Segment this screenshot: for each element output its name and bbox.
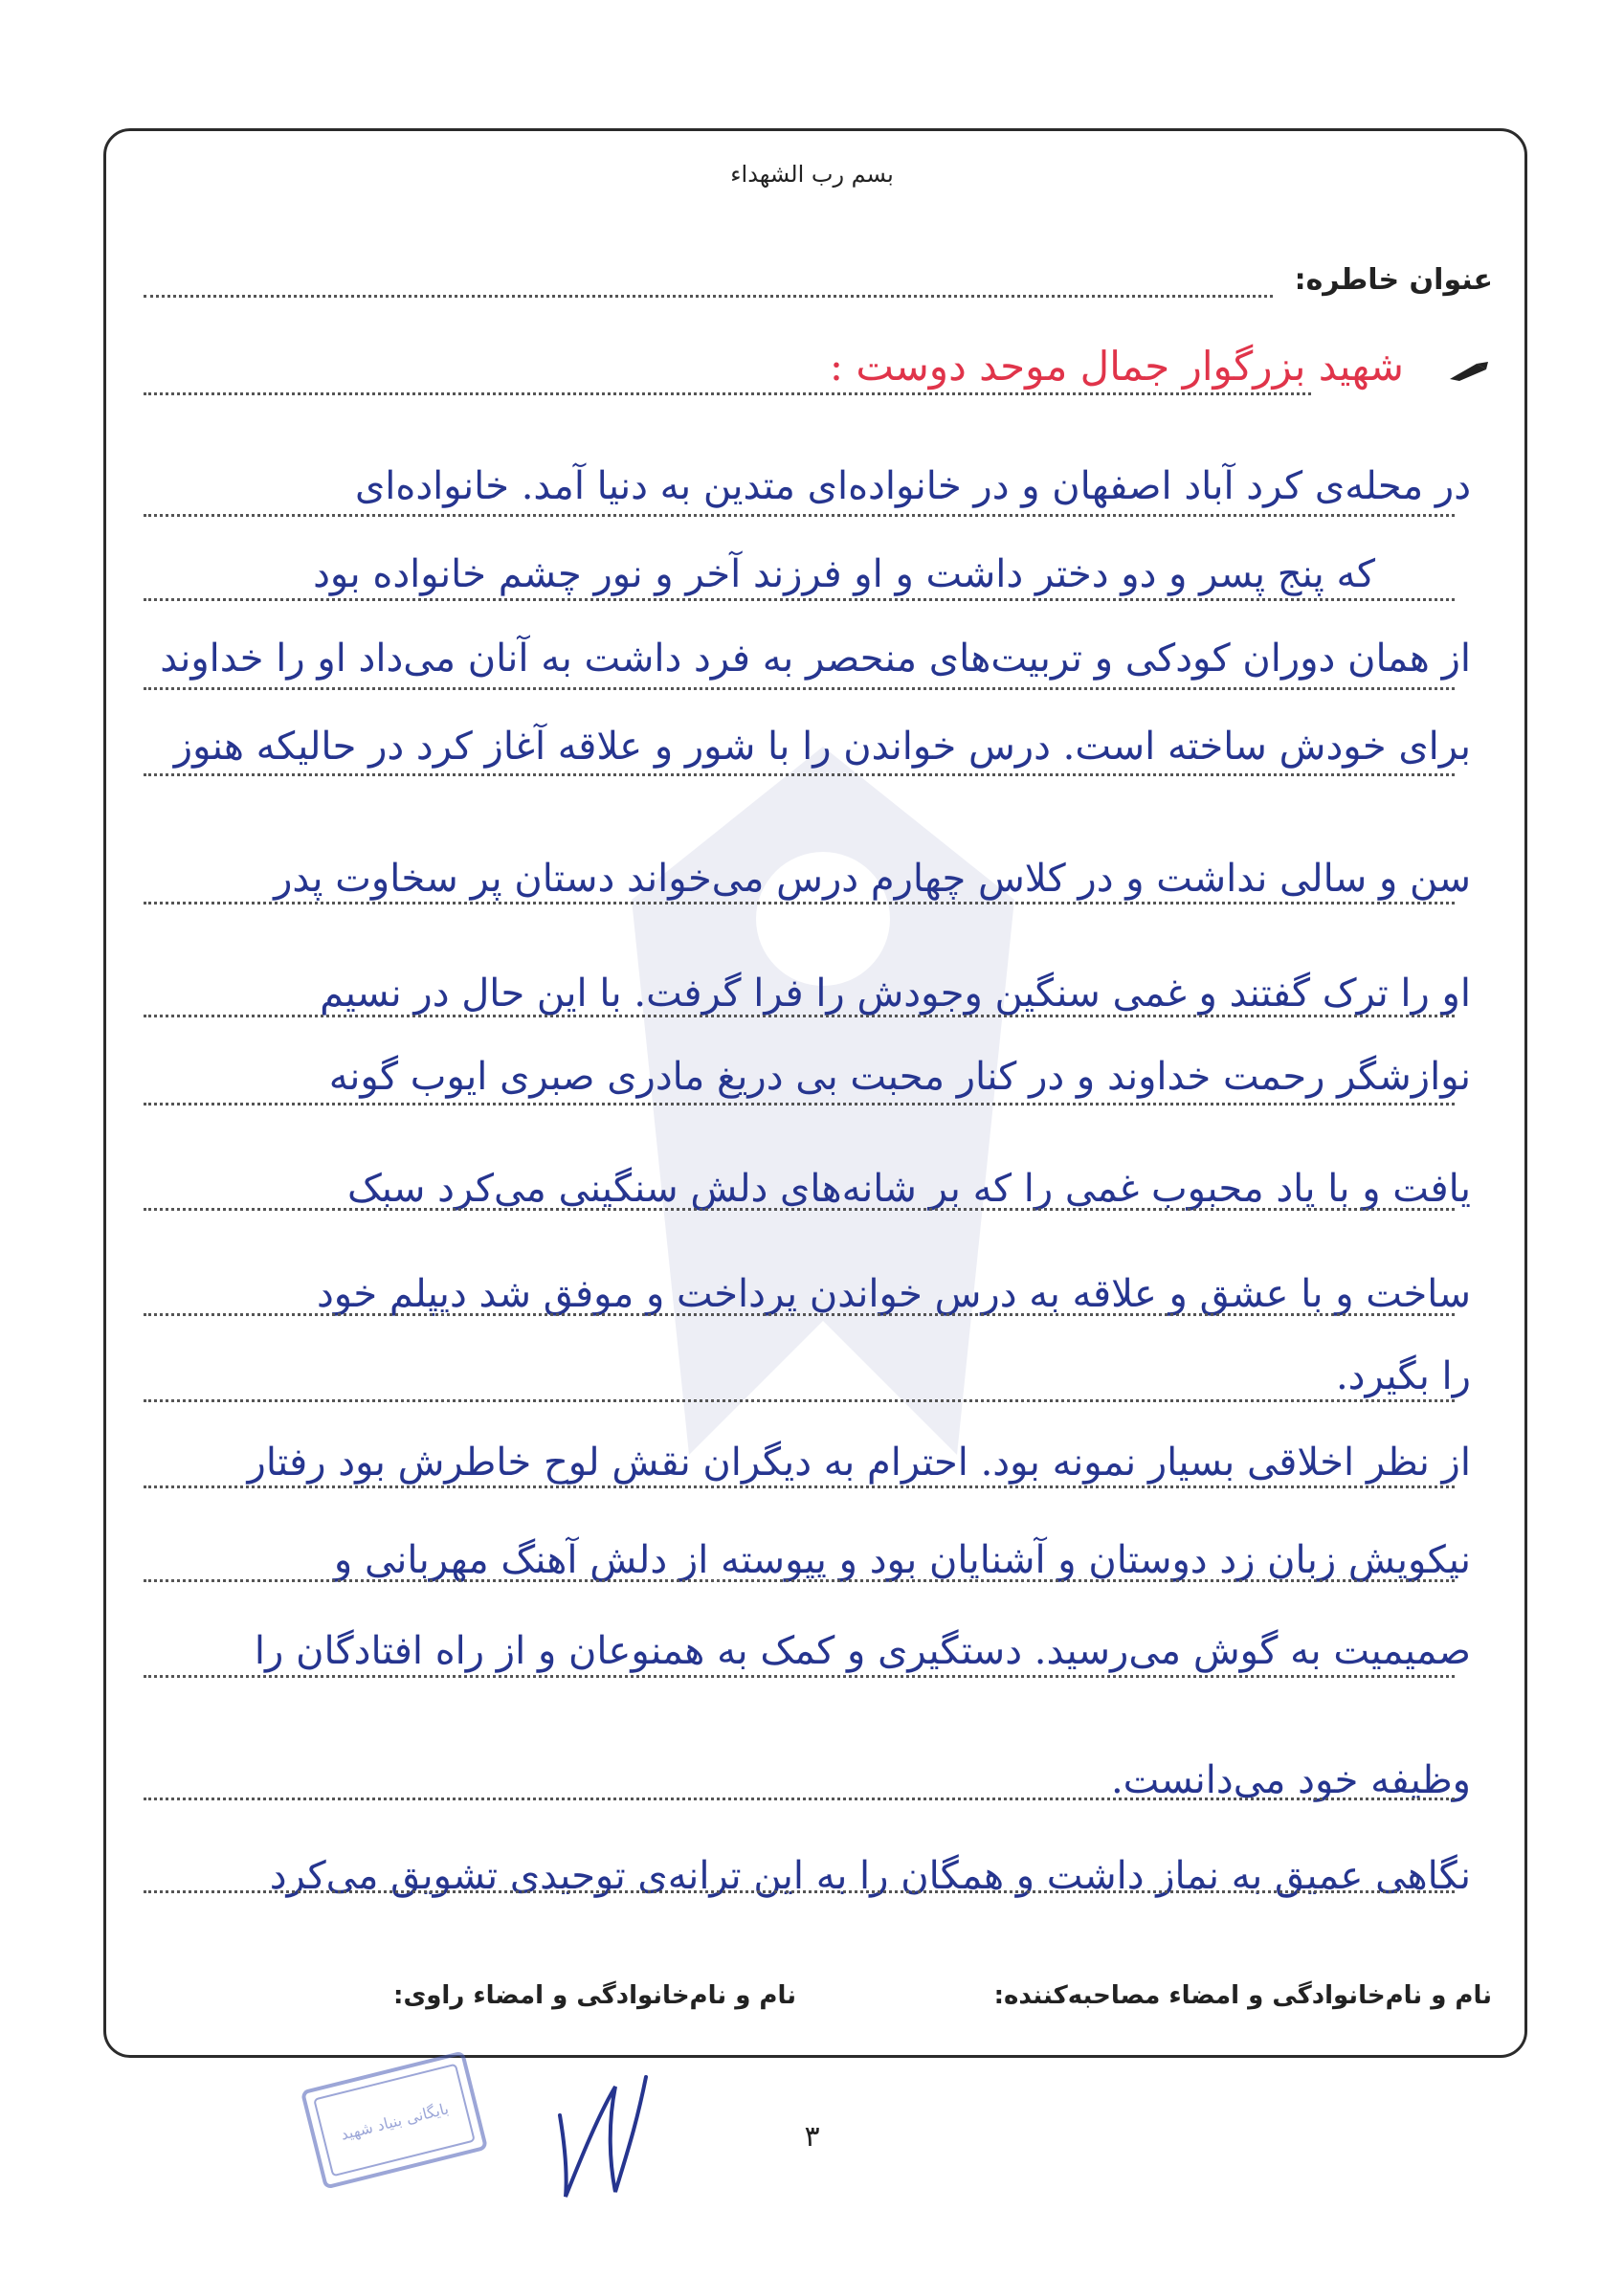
body-rule-2 (144, 598, 1455, 601)
handwritten-title: شهید بزرگوار جمال موحد دوست : (829, 343, 1404, 390)
page-number: ۳ (804, 2120, 820, 2154)
body-rule-11 (144, 1485, 1455, 1488)
body-line-11: از نظر اخلاقی بسیار نمونه بود. احترام به دیگران نقش لوح خاطرش بود رفتار (247, 1440, 1471, 1485)
body-rule-6 (144, 1015, 1455, 1017)
body-rule-10 (144, 1399, 1455, 1402)
body-line-13: صمیمیت به گوش می‌رسید. دستگیری و کمک به همنوعان و از راه افتادگان را (254, 1629, 1471, 1673)
body-rule-13 (144, 1675, 1455, 1678)
body-line-15: نگاهی عمیق به نماز داشت و همگان را به این ترانه‌ی توحیدی تشویق می‌کرد (269, 1854, 1471, 1898)
body-rule-3 (144, 687, 1455, 690)
body-rule-9 (144, 1313, 1455, 1316)
body-line-9: ساخت و با عشق و علاقه به درس خواندن پرداخت و موفق شد دیپلم خود (316, 1272, 1471, 1316)
body-line-6: او را ترک گفتند و غمی سنگین وجودش را فرا گرفت. با این حال در نسیم (320, 972, 1471, 1016)
body-line-5: سن و سالی نداشت و در کلاس چهارم درس می‌خواند دستان پر سخاوت پدر (274, 857, 1471, 901)
narrator-signature-label: نام و نام‌خانوادگی و امضاء راوی: (393, 1981, 796, 2010)
body-line-8: یافت و با یاد محبوب غمی را که بر شانه‌های دلش سنگینی می‌کرد سبک (346, 1167, 1471, 1211)
body-line-2: که پنج پسر و دو دختر داشت و او فرزند آخر و نور چشم خانواده بود (313, 552, 1375, 596)
stamp-text: بایگانی بنیاد شهید (338, 2099, 451, 2144)
bismillah-heading: بسم رب الشهداء (730, 161, 894, 188)
interviewer-signature-label: نام و نام‌خانوادگی و امضاء مصاحبه‌کننده: (993, 1981, 1492, 2010)
body-line-10: را بگیرد. (1335, 1354, 1471, 1398)
title-label: عنوان خاطره: (1294, 263, 1493, 297)
body-rule-8 (144, 1208, 1455, 1211)
body-line-1: در محله‌ی کرد آباد اصفهان و در خانواده‌ای متدین به دنیا آمد. خانواده‌ای (354, 464, 1471, 508)
body-rule-12 (144, 1579, 1455, 1582)
body-rule-14 (144, 1798, 1455, 1800)
body-rule-5 (144, 902, 1455, 904)
body-rule-7 (144, 1103, 1455, 1106)
body-line-12: نیکویش زبان زد دوستان و آشنایان بود و پیوسته از دلش آهنگ مهربانی و (333, 1538, 1471, 1582)
body-rule-1 (144, 514, 1455, 517)
body-line-7: نوازشگر رحمت خداوند و در کنار محبت بی دریغ مادری صبری ایوب گونه (328, 1055, 1471, 1099)
title-rule (144, 295, 1273, 298)
body-rule-15 (144, 1890, 1455, 1893)
body-line-4: برای خودش ساخته است. درس خواندن را با شور و علاقه آغاز کرد در حالیکه هنوز (173, 725, 1471, 769)
body-line-14: وظیفه خود می‌دانست. (1110, 1758, 1471, 1802)
pen-icon (1448, 360, 1490, 383)
body-rule-4 (144, 773, 1455, 776)
title-rule-2 (144, 392, 1311, 395)
body-line-3: از همان دوران کودکی و تربیت‌های منحصر به فرد داشت به آنان می‌داد او را خداوند (160, 636, 1471, 681)
